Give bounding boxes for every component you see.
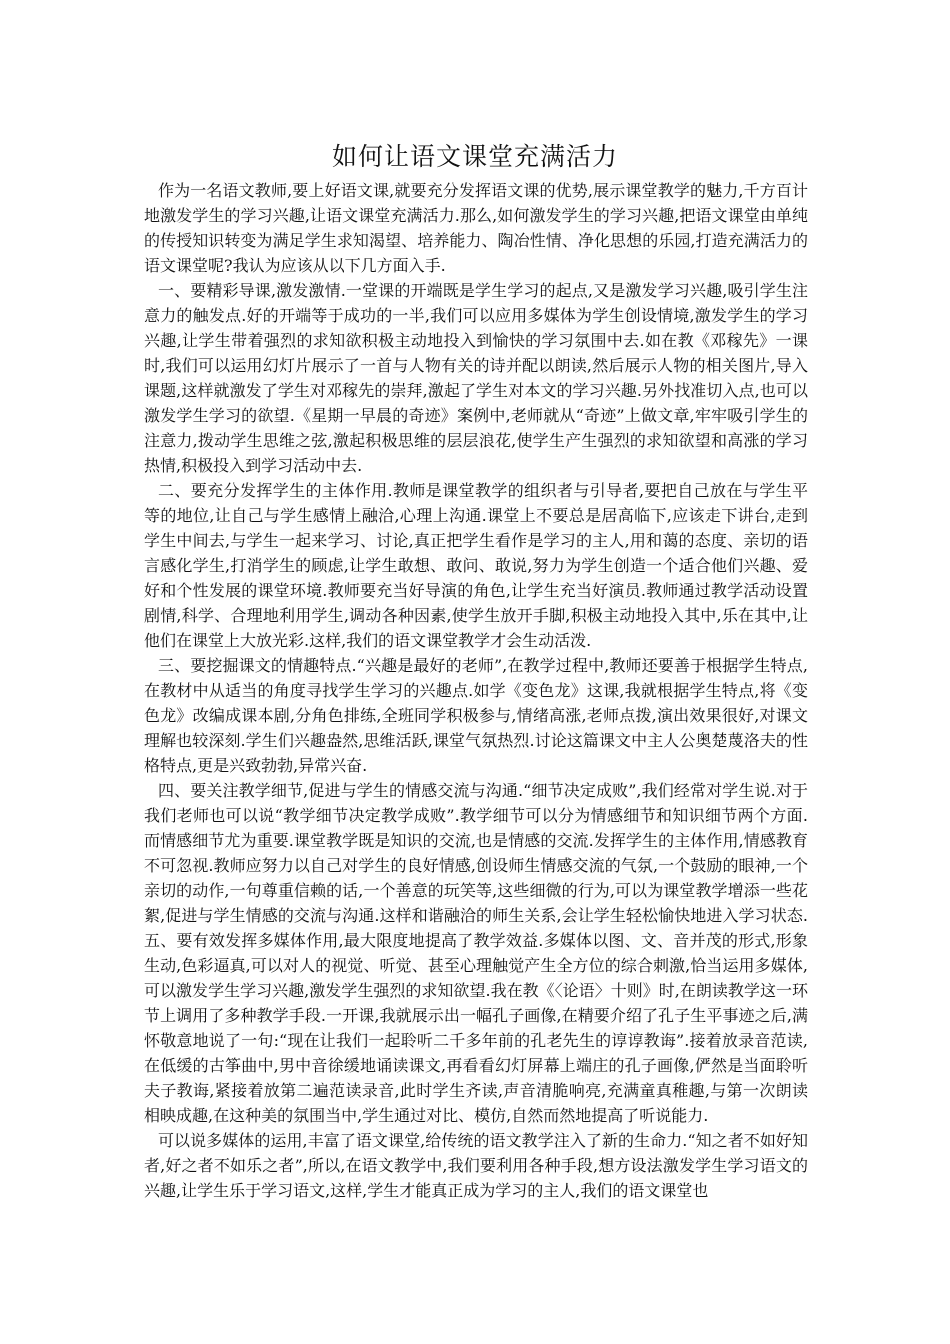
document-body xyxy=(144,178,808,1203)
paragraph-point-2: 二、要充分发挥学生的主体作用.教师是课堂教学的组织者与引导者,要把自己放在与学生平等的地位,让自己与学生感情上融洽,心理上沟通.课堂上不要总是居高临下,应该走下讲台,走到学生中间去,与学生一起来学习、讨论,真正把学生看作是学习的主人,用和蔼的态度、亲切的语言感化学生,打消学生的顾虑,让学生敢想、敢问、敢说,努力为学生创造一个适合他们兴趣、爱好和个性发展的课堂环境.教师要充当好导演的角色,让学生充当好演员.教师通过教学活动设置剧情,科学、合理地利用学生,调动各种因素,使学生放开手脚,积极主动地投入其中,乐在其中,让他们在课堂上大放光彩.这样,我们的语文课堂教学才会生动活泼. xyxy=(144,481,808,650)
paragraph-point-4: 四、要关注教学细节,促进与学生的情感交流与沟通.“细节决定成败”,我们经常对学生说.对于我们老师也可以说“教学细节决定教学成败”.教学细节可以分为情感细节和知识细节两个方面.而情感细节尤为重要.课堂教学既是知识的交流,也是情感的交流.发挥学生的主体作用,情感教育不可忽视.教师应努力以自己对学生的良好情感,创设师生情感交流的气氛,一个鼓励的眼神,一个亲切的动作,一句尊重信赖的话,一个善意的玩笑等,这些细微的行为,可以为课堂教学增添一些花絮,促进与学生情感的交流与沟通.这样和谐融洽的师生关系,会让学生轻松愉快地进入学习状态.五、要有效发挥多媒体作用,最大限度地提高了教学效益.多媒体以图、文、音并茂的形式,形象生动,色彩逼真,可以对人的视觉、听觉、甚至心理触觉产生全方位的综合刺激,恰当运用多媒体,可以激发学生学习兴趣,激发学生强烈的求知欲望.我在教《〈论语〉十则》时,在朗读教学这一环节上调用了多种教学手段.一开课,我就展示出一幅孔子画像,在精要介绍了孔子生平事迹之后,满怀敬意地说了一句:“现在让我们一起聆听二千多年前的孔老先生的谆谆教诲”.接着放录音范读,在低缓的古筝曲中,男中音徐缓地诵读课文,再看看幻灯屏幕上端庄的孔子画像,俨然是当面聆听夫子教诲,紧接着放第二遍范读录音,此时学生齐读,声音清脆响亮,充满童真稚趣,与第一次朗读相映成趣,在这种美的氛围当中,学生通过对比、模仿,自然而然地提高了听说能力. xyxy=(144,781,808,1125)
document-title: 如何让语文课堂充满活力 xyxy=(331,142,618,171)
paragraph-point-3: 三、要挖掘课文的情趣特点.“兴趣是最好的老师”,在教学过程中,教师还要善于根据学生特点,在教材中从适当的角度寻找学生学习的兴趣点.如学《变色龙》这课,我就根据学生特点,将《变色龙》改编成课本剧,分角色排练,全班同学积极参与,情绪高涨,老师点拨,演出效果很好,对课文理解也较深刻.学生们兴趣盎然,思维活跃,课堂气氛热烈.讨论这篇课文中主人公奥楚蔑洛夫的性格特点,更是兴致勃勃,异常兴奋. xyxy=(144,656,808,775)
paragraph-conclusion: 可以说多媒体的运用,丰富了语文课堂,给传统的语文教学注入了新的生命力.“知之者不如好知者,好之者不如乐之者”,所以,在语文教学中,我们要利用各种手段,想方设法激发学生学习语文的兴趣,让学生乐于学习语文,这样,学生才能真正成为学习的主人,我们的语文课堂也 xyxy=(144,1131,808,1200)
paragraph-intro: 作为一名语文教师,要上好语文课,就要充分发挥语文课的优势,展示课堂教学的魅力,千方百计地激发学生的学习兴趣,让语文课堂充满活力.那么,如何激发学生的学习兴趣,把语文课堂由单纯的传授知识转变为满足学生求知渴望、培养能力、陶冶性情、净化思想的乐园,打造充满活力的语文课堂呢?我认为应该从以下几方面入手. xyxy=(144,181,808,275)
paragraph-point-1: 一、要精彩导课,激发激情.一堂课的开端既是学生学习的起点,又是激发学习兴趣,吸引学生注意力的触发点.好的开端等于成功的一半,我们可以应用多媒体为学生创设情境,激发学生的学习兴趣,让学生带着强烈的求知欲积极主动地投入到愉快的学习氛围中去.如在教《邓稼先》一课时,我们可以运用幻灯片展示了一首与人物有关的诗并配以朗读,然后展示人物的相关图片,导入课题,这样就激发了学生对邓稼先的崇拜,激起了学生对本文的学习兴趣.另外找准切入点,也可以激发学生学习的欲望.《星期一早晨的奇迹》案例中,老师就从“奇迹”上做文章,牢牢吸引学生的注意力,拨动学生思维之弦,激起积极思维的层层浪花,使学生产生强烈的求知欲望和高涨的学习热情,积极投入到学习活动中去. xyxy=(144,281,808,475)
